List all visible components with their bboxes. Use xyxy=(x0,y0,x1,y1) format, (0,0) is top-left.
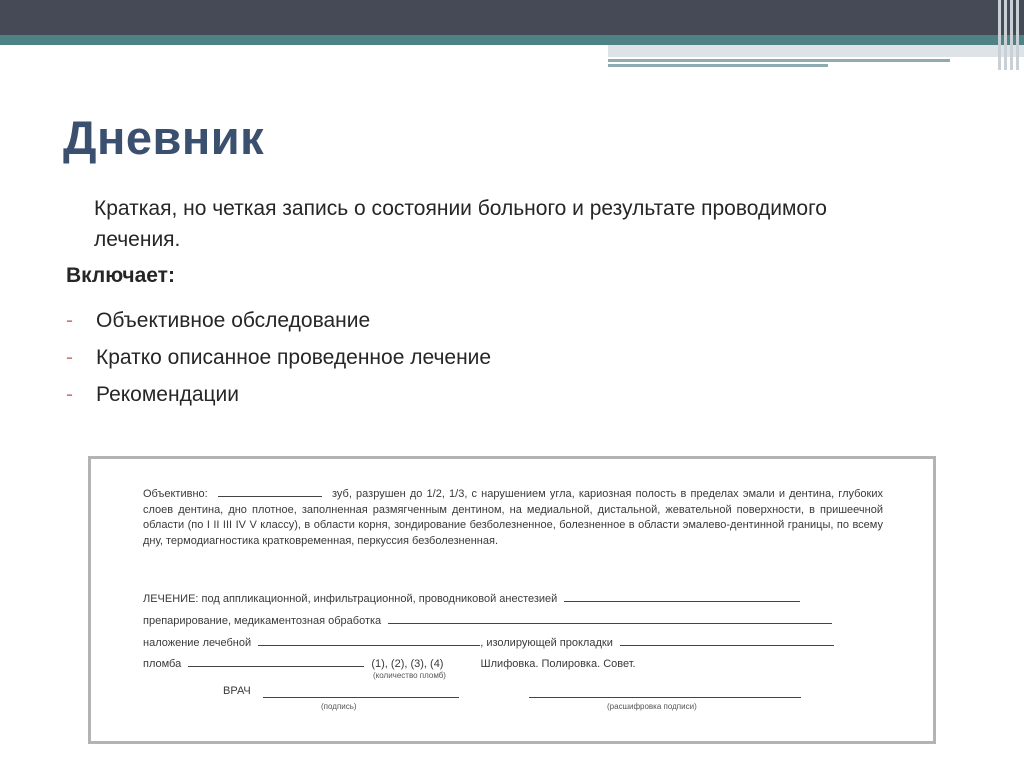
header-underline xyxy=(608,59,950,62)
blank-line xyxy=(388,614,832,624)
list-item: - Кратко описанное проведенное лечение xyxy=(66,339,491,376)
objective-text: зуб, разрушен до 1/2, 1/3, с нарушением угла, кариозная полость в пределах эмали и дентина, глубоких слоев дентина, дно плотное, заполненная размягченным дентином, на медиальной, дистальной, жевательной поверхности, в пришеечной области (по I II III IV V классу), в области корня, зондирование безболезненное, болезненное в области эмалево-дентинной границы, по всему дну, термодиагностика кратковременная, перкуссия безболезненная. xyxy=(143,488,883,547)
header-underline xyxy=(608,64,828,67)
includes-list xyxy=(66,302,491,413)
header-bar-dark xyxy=(0,0,1024,35)
filling-count-caption: (количество пломб) xyxy=(373,671,446,680)
header-bar-teal xyxy=(0,35,1024,45)
bullet-dash: - xyxy=(66,309,73,332)
placement-row: наложение лечебной , изолирующей прокладки xyxy=(143,636,834,649)
tooth-number-line xyxy=(218,487,322,497)
signature-decoding-caption: (расшифровка подписи) xyxy=(607,702,697,711)
corner-decoration xyxy=(994,0,1024,70)
filling-row: пломба (1), (2), (3), (4) Шлифовка. Полировка. Совет. xyxy=(143,658,636,670)
blank-line xyxy=(620,636,834,646)
bullet-dash: - xyxy=(66,383,73,406)
signature-line xyxy=(263,696,459,698)
signature-decoding-line xyxy=(529,696,801,698)
signature-caption: (подпись) xyxy=(321,702,357,711)
preparation-row: препарирование, медикаментозная обработка xyxy=(143,614,832,627)
includes-label: Включает: xyxy=(66,264,175,287)
doctor-label: ВРАЧ xyxy=(223,685,251,697)
objective-label: Объективно: xyxy=(143,488,208,500)
list-item: - Рекомендации xyxy=(66,376,491,413)
list-item: - Объективное обследование xyxy=(66,302,491,339)
blank-line xyxy=(188,657,364,667)
bullet-dash: - xyxy=(66,346,73,369)
blank-line xyxy=(564,592,800,602)
slide-title: Дневник xyxy=(63,111,265,164)
objective-paragraph xyxy=(143,487,883,549)
blank-line xyxy=(258,636,480,646)
dental-record-form xyxy=(88,456,936,744)
treatment-row: ЛЕЧЕНИЕ: под аппликационной, инфильтрационной, проводниковой анестезией xyxy=(143,592,800,605)
intro-text: Краткая, но четкая запись о состоянии больного и результате проводимого лечения. xyxy=(94,197,827,251)
header-bar-light xyxy=(608,45,1024,57)
